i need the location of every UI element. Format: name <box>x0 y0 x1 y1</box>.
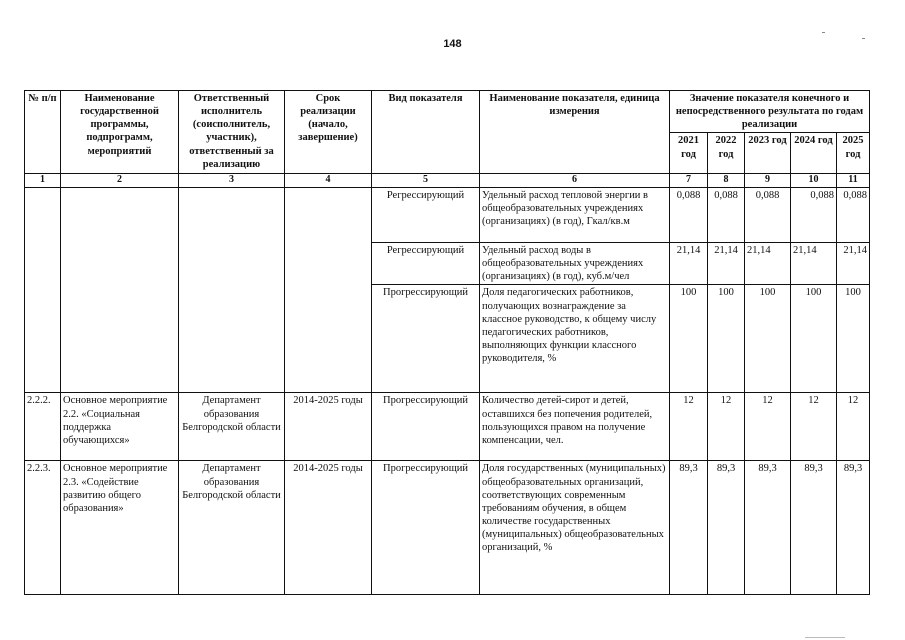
column-number: 3 <box>179 174 285 188</box>
row-value: 21,14 <box>791 243 837 285</box>
indicators-table <box>24 90 870 595</box>
header-year-2024: 2024 год <box>791 133 837 174</box>
row-indicator: Доля государственных (муниципальных) общеобразовательных организаций, соответствующих современным требованиям обучения, в общем количестве государственных (муниципальных) общеобразовательных организаций, % <box>480 461 670 595</box>
row-indicator: Удельный расход воды в общеобразовательных учреждениях (организациях) (в год), куб.м/чел <box>480 243 670 285</box>
column-number: 9 <box>745 174 791 188</box>
row-term <box>285 188 372 393</box>
row-type: Прогрессирующий <box>372 461 480 595</box>
row-term: 2014-2025 годы <box>285 393 372 461</box>
row-name: Основное мероприятие 2.3. «Содействие развитию общего образования» <box>61 461 179 595</box>
row-value: 0,088 <box>791 188 837 243</box>
row-executor: Департамент образования Белгородской области <box>179 461 285 595</box>
header-name: Наименование государственной программы, подпрограмм, мероприятий <box>61 91 179 174</box>
row-value: 89,3 <box>745 461 791 595</box>
header-year-2025: 2025 год <box>837 133 870 174</box>
row-value: 12 <box>837 393 870 461</box>
row-value: 12 <box>708 393 745 461</box>
row-value: 21,14 <box>745 243 791 285</box>
column-number: 6 <box>480 174 670 188</box>
row-type: Прогрессирующий <box>372 393 480 461</box>
row-value: 21,14 <box>708 243 745 285</box>
row-indicator: Доля педагогических работников, получающих вознаграждение за классное руководство, к общему числу педагогических работников, выполняющих функции классного руководителя, % <box>480 285 670 393</box>
column-number: 5 <box>372 174 480 188</box>
column-number: 2 <box>61 174 179 188</box>
row-name <box>61 188 179 393</box>
row-indicator: Удельный расход тепловой энергии в общеобразовательных учреждениях (организациях) (в год), Гкал/кв.м <box>480 188 670 243</box>
header-values-group: Значение показателя конечного и непосредственного результата по годам реализации <box>670 91 870 133</box>
header-year-2023: 2023 год <box>745 133 791 174</box>
row-value: 100 <box>791 285 837 393</box>
row-name: Основное мероприятие 2.2. «Социальная поддержка обучающихся» <box>61 393 179 461</box>
row-value: 0,088 <box>745 188 791 243</box>
header-indicator-type: Вид показателя <box>372 91 480 174</box>
row-value: 100 <box>670 285 708 393</box>
table-row <box>25 393 870 461</box>
scan-speck <box>822 32 825 33</box>
row-value: 0,088 <box>708 188 745 243</box>
row-value: 100 <box>837 285 870 393</box>
row-type: Регрессирующий <box>372 188 480 243</box>
row-value: 100 <box>708 285 745 393</box>
row-value: 100 <box>745 285 791 393</box>
row-value: 12 <box>745 393 791 461</box>
row-value: 12 <box>791 393 837 461</box>
column-number: 10 <box>791 174 837 188</box>
header-executor: Ответственный исполнитель (соисполнитель, участник), ответственный за реализацию <box>179 91 285 174</box>
row-num <box>25 188 61 393</box>
header-year-2022: 2022 год <box>708 133 745 174</box>
column-number: 1 <box>25 174 61 188</box>
row-type: Регрессирующий <box>372 243 480 285</box>
scan-edge-line <box>805 637 845 638</box>
row-indicator: Количество детей-сирот и детей, оставшихся без попечения родителей, пользующихся правом на получение компенсации, чел. <box>480 393 670 461</box>
column-number: 7 <box>670 174 708 188</box>
column-number: 4 <box>285 174 372 188</box>
row-num: 2.2.3. <box>25 461 61 595</box>
header-term: Срок реализации (начало, завершение) <box>285 91 372 174</box>
row-value: 89,3 <box>708 461 745 595</box>
row-value: 89,3 <box>837 461 870 595</box>
column-number: 8 <box>708 174 745 188</box>
table-row <box>25 188 870 243</box>
row-value: 0,088 <box>837 188 870 243</box>
table-row <box>25 461 870 595</box>
row-executor <box>179 188 285 393</box>
header-year-2021: 2021 год <box>670 133 708 174</box>
row-value: 89,3 <box>791 461 837 595</box>
row-term: 2014-2025 годы <box>285 461 372 595</box>
row-value: 12 <box>670 393 708 461</box>
page-number: 148 <box>443 38 462 50</box>
row-type: Прогрессирующий <box>372 285 480 393</box>
header-num: № п/п <box>25 91 61 174</box>
row-executor: Департамент образования Белгородской области <box>179 393 285 461</box>
row-value: 21,14 <box>837 243 870 285</box>
row-value: 21,14 <box>670 243 708 285</box>
row-num: 2.2.2. <box>25 393 61 461</box>
row-value: 89,3 <box>670 461 708 595</box>
row-value: 0,088 <box>670 188 708 243</box>
header-indicator-name: Наименование показателя, единица измерения <box>480 91 670 174</box>
column-number: 11 <box>837 174 870 188</box>
